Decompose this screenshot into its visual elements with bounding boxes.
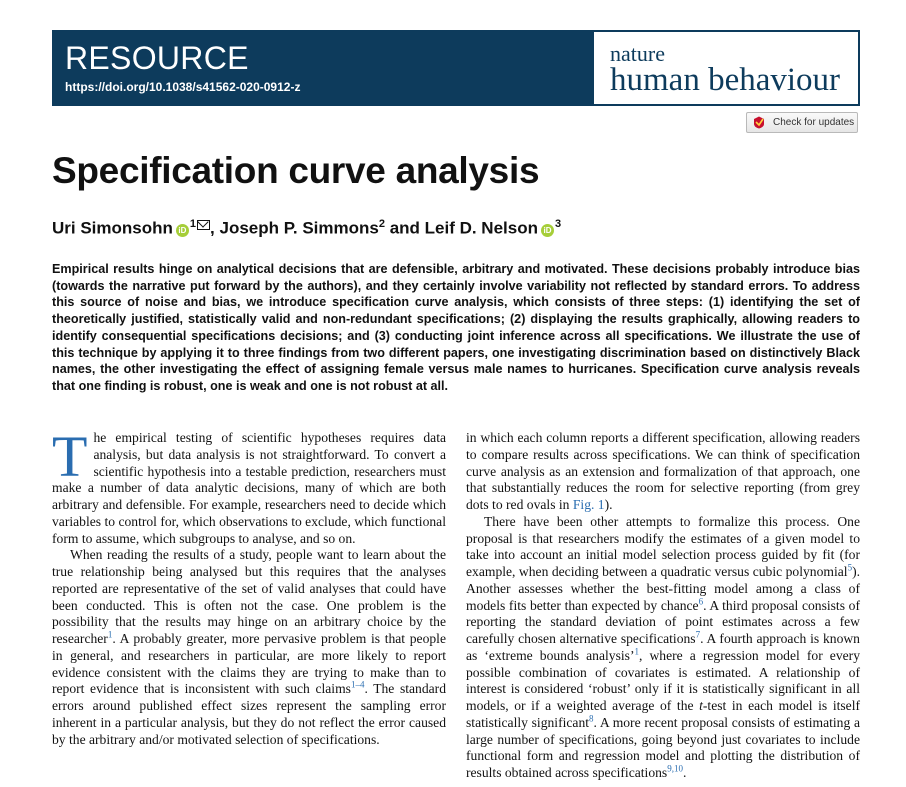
article-title: Specification curve analysis — [52, 150, 540, 191]
author-name[interactable]: Uri Simonsohn — [52, 218, 173, 238]
body-paragraph: in which each column reports a different specification, allowing readers to compare results across specifications. We can think of specification curve analysis as an extension and formalization of that approach, one that substantially reduces the room for selective reporting (from grey dots to red ovals in Fig. 1). — [466, 430, 860, 512]
author-separator: and — [384, 218, 425, 238]
doi-link[interactable]: https://doi.org/10.1038/s41562-020-0912-z — [65, 80, 301, 94]
body-paragraph: When reading the results of a study, people want to learn about the true relationship being analysed but this requires that the analyses reported are representative of the set of valid analyses that could have been conducted. This is often not the case. One problem is the possibility that the results may hinge on an arbitrary choice by the researcher$^1$. A probably greater, more pervasive problem is that people in general, and researchers in particular, are more likely to report evidence consistent with the claims they are trying to make than to report evidence that is inconsistent with such claims$^{1-4}$. The standard errors around published effect sizes represent the sampling error inherent in a particular analysis, but they do not reflect the error caused by the arbitrary and/or motivated selection of specifications. — [52, 547, 446, 747]
check-for-updates-label: Check for updates — [773, 117, 855, 128]
body-column-left — [52, 424, 446, 748]
body-column-right — [466, 430, 860, 782]
orcid-icon[interactable]: iD — [541, 224, 554, 237]
drop-cap: T — [52, 424, 88, 489]
italic-text: t — [699, 698, 703, 713]
author-affiliation: 1 — [189, 218, 197, 230]
journal-name-line1: nature — [610, 41, 665, 66]
journal-logo[interactable] — [594, 32, 858, 104]
orcid-icon[interactable]: iD — [176, 224, 189, 237]
reference-link[interactable]: 9,10 — [667, 763, 683, 774]
reference-link[interactable]: 8 — [589, 713, 594, 724]
reference-link[interactable]: 6 — [698, 595, 704, 606]
check-for-updates-button[interactable] — [746, 112, 858, 133]
article-banner — [52, 30, 860, 106]
journal-name-line2: human behaviour — [610, 62, 841, 98]
figure-link[interactable]: Fig. 1 — [572, 497, 605, 512]
email-icon[interactable] — [197, 220, 210, 230]
body-paragraph: The empirical testing of scientific hypotheses requires data analysis, but data analysis is not straightforward. To convert a scientific hypothesis into a testable prediction, researchers must make a number of data analytic decisions, many of which are both arbitrary and defensible. For example, researchers need to decide which variables to control for, which observations to exclude, which functional form to assume, which subgroups to analyse, and so on. — [52, 424, 446, 546]
reference-link[interactable]: 7 — [695, 629, 701, 640]
author-name[interactable]: Leif D. Nelson — [424, 218, 538, 238]
author-affiliation: 3 — [555, 218, 562, 230]
author-name[interactable]: Joseph P. Simmons — [219, 218, 379, 238]
author-affiliation: 2 — [378, 218, 385, 230]
reference-link[interactable]: 1–4 — [350, 679, 365, 690]
crossmark-icon — [753, 116, 765, 129]
article-type: RESOURCE — [65, 40, 249, 76]
reference-link[interactable]: 1 — [107, 629, 113, 640]
abstract: Empirical results hinge on analytical decisions that are defensible, arbitrary and motivated. These decisions probably introduce bias (towards the narrative put forward by the authors), and they certainly involve variability not reflected by standard errors. To address this source of noise and bias, we introduce specification curve analysis, which consists of three steps: (1) identifying the set of theoretically justified, statistically valid and non-redundant specifications; (2) displaying the results graphically, allowing readers to identify consequential specifications decisions; and (3) conducting joint inference across all specifications. We illustrate the use of this technique by applying it to three findings from two different papers, one investigating discrimination based on distinctively Black names, the other investigating the effect of assigning female versus male names to hurricanes. Specification curve analysis reveals that one finding is robust, one is weak and one is not robust at all. — [52, 262, 860, 393]
body-paragraph: There have been other attempts to formalize this process. One proposal is that researchers modify the estimates of a given model to take into account an initial model selection process guided by fit (for example, when deciding between a quadratic versus cubic polynomial$^5$). Another assesses whether the best-fitting model among a class of models fits better than expected by chance$^6$. A third proposal consists of reporting the standard deviation of point estimates across a few carefully chosen alternative specifications$^7$. A fourth approach is known as ‘extreme bounds analysis’$^1$, where a regression model for every possible combination of covariates is estimated. A relationship of interest is considered ‘robust’ only if it is statistically significant in all models, or if a weighted average of the t-test in each model is itself statistically significant$^8$. A more recent proposal consists of estimating a large number of specifications, going beyond just covariates to include functional form and regression model and plotting the distribution of results obtained across specifications$^{9,10}$. — [466, 513, 861, 780]
reference-link[interactable]: 1 — [634, 646, 639, 657]
author-separator: , — [210, 218, 220, 238]
author-list — [52, 218, 561, 239]
reference-link[interactable]: 5 — [847, 562, 853, 573]
